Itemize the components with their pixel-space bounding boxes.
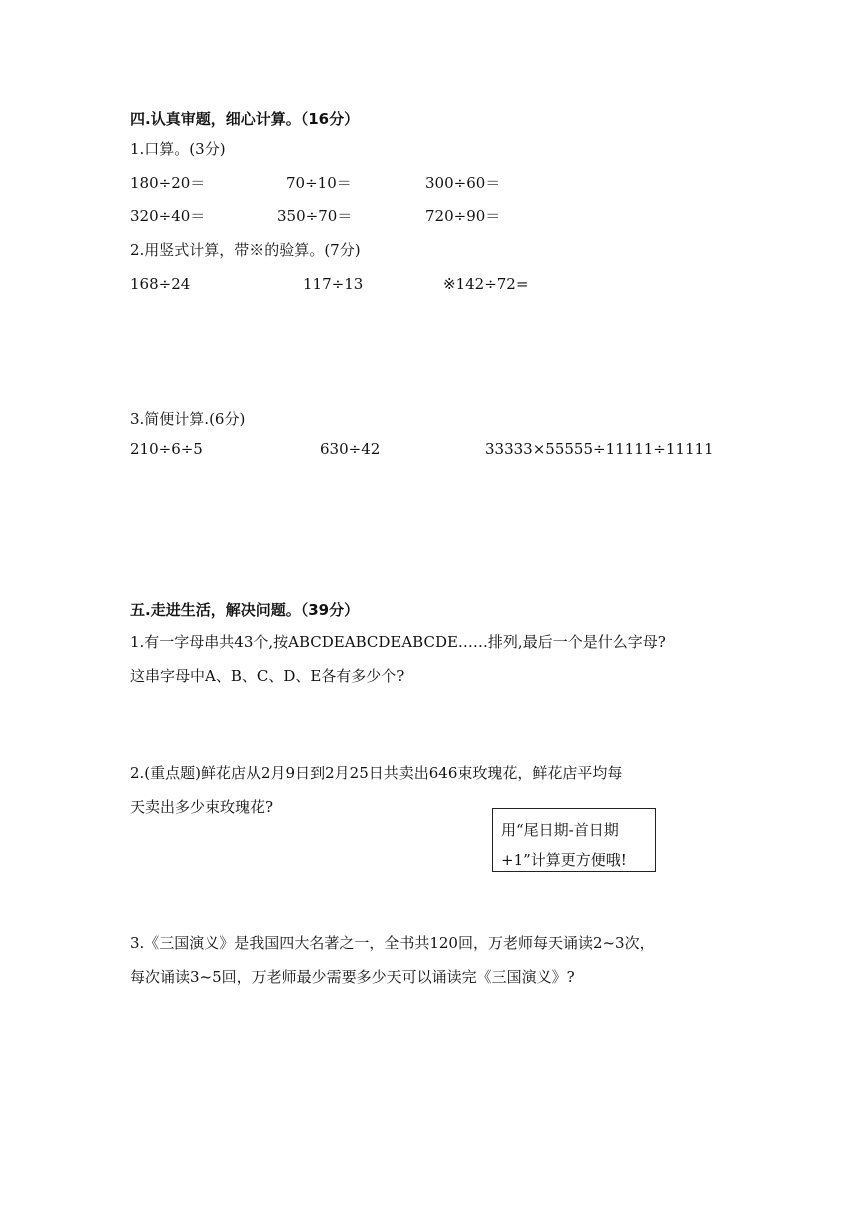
vertical-calc-item: 117÷13 <box>303 275 364 293</box>
problem-1-line-1: 1.有一字母串共43个,按ABCDEABCDEABCDE……排列,最后一个是什么字母? <box>130 633 666 651</box>
q2-title: 2.用竖式计算，带※的验算。(7分) <box>130 241 361 259</box>
problem-2-line-2: 天卖出多少束玫瑰花? <box>130 798 274 816</box>
section-5-heading: 五.走进生活，解决问题。（39分） <box>130 601 360 619</box>
hint-box <box>492 808 656 872</box>
vertical-calc-item: 168÷24 <box>130 275 191 293</box>
oral-calc-item: 350÷70＝ <box>277 207 353 225</box>
simplify-calc-item: 210÷6÷5 <box>130 440 203 458</box>
hint-line-1: 用“尾日期-首日期 <box>501 821 619 839</box>
problem-2-line-1: 2.(重点题)鲜花店从2月9日到2月25日共卖出646束玫瑰花，鲜花店平均每 <box>130 764 623 782</box>
q3-title: 3.简便计算.(6分) <box>130 410 246 428</box>
vertical-calc-item: ※142÷72= <box>443 275 529 293</box>
oral-calc-item: 180÷20＝ <box>130 174 206 192</box>
oral-calc-item: 300÷60＝ <box>425 174 501 192</box>
oral-calc-item: 320÷40＝ <box>130 207 206 225</box>
problem-1-line-2: 这串字母中A、B、C、D、E各有多少个? <box>130 667 405 685</box>
simplify-calc-item: 630÷42 <box>320 440 381 458</box>
oral-calc-item: 70÷10＝ <box>286 174 352 192</box>
problem-3-line-1: 3.《三国演义》是我国四大名著之一，全书共120回，万老师每天诵读2~3次， <box>130 934 655 952</box>
problem-3-line-2: 每次诵读3~5回，万老师最少需要多少天可以诵读完《三国演义》? <box>130 968 575 986</box>
q1-title: 1.口算。(3分) <box>130 140 226 158</box>
simplify-calc-item: 33333×55555÷11111÷11111 <box>485 440 714 458</box>
section-4-heading: 四.认真审题，细心计算。（16分） <box>130 110 360 128</box>
hint-line-2: +1”计算更方便哦! <box>501 851 627 869</box>
oral-calc-item: 720÷90＝ <box>425 207 501 225</box>
